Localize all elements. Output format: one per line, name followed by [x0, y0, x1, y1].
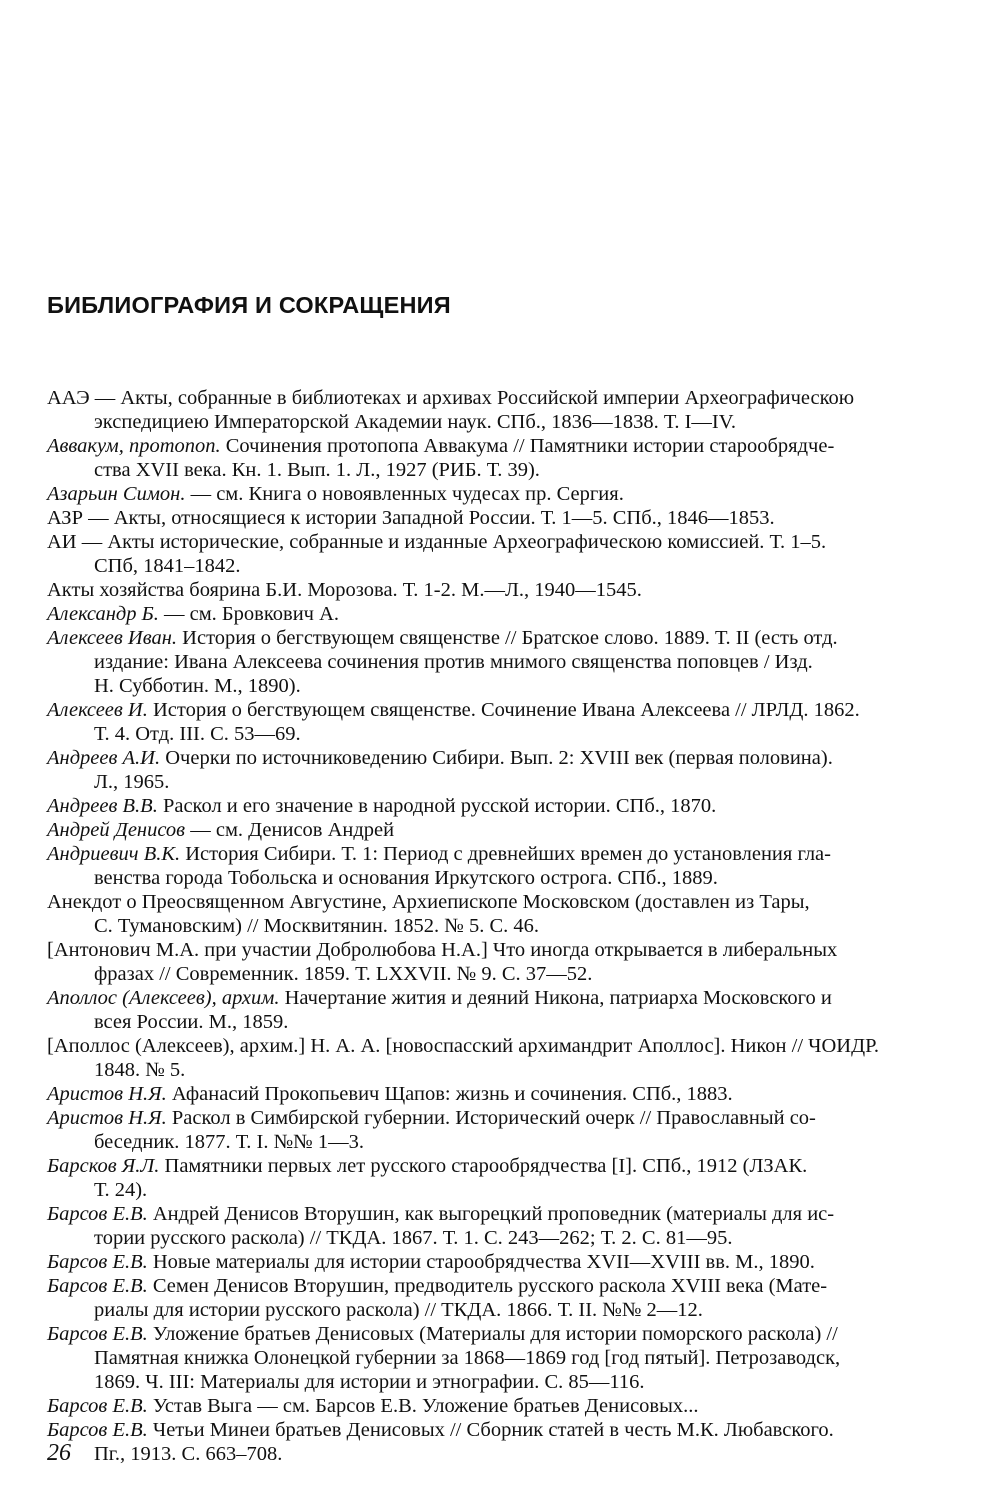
bibliography-entry: [47, 698, 959, 746]
entry-author: Барсов Е.В.: [47, 1419, 148, 1441]
bibliography-entry: [47, 890, 959, 938]
bibliography-entry: [47, 746, 959, 794]
entry-text: Памятники первых лет русского старообрядчества [I]. СПб., 1912 (ЛЗАК. Т. 24).: [94, 1155, 808, 1201]
bibliography-entry: [47, 794, 959, 818]
bibliography-entry: [47, 434, 959, 482]
bibliography-list: [47, 386, 959, 1466]
bibliography-entry: [47, 842, 959, 890]
entry-text: Андрей Денисов Вторушин, как выгорецкий проповедник (материалы для ис- тории русского раскола) // ТКДА. 1867. Т. 1. С. 243—262; Т. 2. С. 81—95.: [94, 1203, 835, 1249]
entry-author: Алексеев И.: [47, 699, 148, 721]
bibliography-entry: [47, 530, 959, 578]
entry-author: Аполлос (Алексеев), архим.: [47, 987, 280, 1009]
entry-author: Азарьин Симон.: [47, 483, 186, 505]
entry-author: Андреев В.В.: [47, 795, 158, 817]
entry-text: История о бегствующем священстве. Сочинение Ивана Алексеева // ЛРЛД. 1862. Т. 4. Отд. III. С. 53—69.: [94, 699, 860, 745]
entry-text: Семен Денисов Вторушин, предводитель русского раскола XVIII века (Мате- риалы для истории русского раскола) // ТКДА. 1866. Т. II. №№ 2—12.: [94, 1275, 828, 1321]
bibliography-entry: [47, 986, 959, 1034]
entry-text: Анекдот о Преосвященном Августине, Архиепископе Московском (доставлен из Тары, С. Тумановским) // Москвитянин. 1852. № 5. С. 46.: [47, 891, 810, 937]
entry-author: Барсов Е.В.: [47, 1323, 148, 1345]
entry-text: АИ — Акты исторические, собранные и изданные Археографическою комиссией. Т. 1–5. СПб, 1841–1842.: [47, 531, 827, 577]
entry-author: Алексеев Иван.: [47, 627, 178, 649]
entry-text: Сочинения протопопа Аввакума // Памятники истории старообрядче- ства XVII века. Кн. 1. Вып. 1. Л., 1927 (РИБ. Т. 39).: [94, 435, 835, 481]
entry-text: Начертание жития и деяний Никона, патриарха Московского и всея России. М., 1859.: [94, 987, 832, 1033]
entry-text: Устав Выга — см. Барсов Е.В. Уложение братьев Денисовых...: [147, 1395, 699, 1417]
bibliography-entry: [47, 1034, 959, 1082]
bibliography-entry: [47, 1082, 959, 1106]
entry-author: Аввакум, протопоп.: [47, 435, 221, 457]
entry-author: Аристов Н.Я.: [47, 1083, 167, 1105]
bibliography-entry: [47, 1106, 959, 1154]
page-number: 26: [47, 1440, 71, 1466]
bibliography-entry: [47, 1394, 959, 1418]
entry-text: — см. Бровкович А.: [158, 603, 340, 625]
entry-text: Раскол в Симбирской губернии. Исторический очерк // Православный со- беседник. 1877. Т. I. №№ 1—3.: [94, 1107, 816, 1153]
entry-text: [Антонович М.А. при участии Добролюбова Н.А.] Что иногда открывается в либеральных фразах // Современник. 1859. Т. LXXVII. № 9. С. 37—52.: [47, 939, 838, 985]
bibliography-entry: [47, 818, 959, 842]
entry-text: Четьи Минеи братьев Денисовых // Сборник статей в честь М.К. Любавского. Пг., 1913. С. 663–708.: [94, 1419, 834, 1465]
entry-text: [Аполлос (Алексеев), архим.] Н. А. А. [новоспасский архимандрит Аполлос]. Никон // ЧОИДР. 1848. № 5.: [47, 1035, 880, 1081]
entry-author: Барсов Е.В.: [47, 1395, 148, 1417]
entry-text: ААЭ — Акты, собранные в библиотеках и архивах Российской империи Археографическою экспедициею Императорской Академии наук. СПб., 1836—1838. Т. I—IV.: [47, 387, 855, 433]
bibliography-entry: [47, 602, 959, 626]
bibliography-entry: [47, 506, 959, 530]
bibliography-entry: [47, 1154, 959, 1202]
entry-text: Уложение братьев Денисовых (Материалы для истории поморского раскола) // Памятная книжка Олонецкой губернии за 1868—1869 год [год пятый]. Петрозаводск, 1869. Ч. III: Материалы для истории и этнографии. С. 85—116.: [94, 1323, 841, 1393]
bibliography-entry: [47, 1250, 959, 1274]
entry-author: Барсов Е.В.: [47, 1203, 148, 1225]
entry-author: Андриевич В.К.: [47, 843, 181, 865]
entry-text: Очерки по источниковедению Сибири. Вып. 2: XVIII век (первая половина). Л., 1965.: [94, 747, 833, 793]
entry-author: Андреев А.И.: [47, 747, 161, 769]
bibliography-entry: [47, 578, 959, 602]
entry-text: Новые материалы для истории старообрядчества XVII—XVIII вв. М., 1890.: [147, 1251, 815, 1273]
page-title: БИБЛИОГРАФИЯ И СОКРАЩЕНИЯ: [47, 292, 451, 318]
entry-author: Аристов Н.Я.: [47, 1107, 167, 1129]
bibliography-entry: [47, 1322, 959, 1394]
entry-text: Раскол и его значение в народной русской истории. СПб., 1870.: [157, 795, 717, 817]
entry-author: Барсков Я.Л.: [47, 1155, 160, 1177]
bibliography-entry: [47, 1418, 959, 1466]
entry-text: История о бегствующем священстве // Братское слово. 1889. Т. II (есть отд. издание: Ивана Алексеева сочинения против мнимого священства поповцев / Изд. Н. Субботин. М., 1890).: [94, 627, 838, 697]
bibliography-entry: [47, 938, 959, 986]
entry-author: Барсов Е.В.: [47, 1275, 148, 1297]
entry-text: Акты хозяйства боярина Б.И. Морозова. Т. 1-2. М.—Л., 1940—1545.: [47, 579, 642, 601]
entry-author: Александр Б.: [47, 603, 159, 625]
entry-author: Барсов Е.В.: [47, 1251, 148, 1273]
entry-text: Афанасий Прокопьевич Щапов: жизнь и сочинения. СПб., 1883.: [166, 1083, 733, 1105]
bibliography-entry: [47, 1202, 959, 1250]
entry-text: История Сибири. Т. 1: Период с древнейших времен до установления гла- венства города Тобольска и основания Иркутского острога. СПб., 1889.: [94, 843, 831, 889]
bibliography-entry: [47, 626, 959, 698]
entry-text: — см. Денисов Андрей: [185, 819, 395, 841]
entry-text: АЗР — Акты, относящиеся к истории Западной России. Т. 1—5. СПб., 1846—1853.: [47, 507, 775, 529]
entry-text: — см. Книга о новоявленных чудесах пр. Сергия.: [185, 483, 624, 505]
bibliography-entry: [47, 386, 959, 434]
entry-author: Андрей Денисов: [47, 819, 186, 841]
bibliography-entry: [47, 482, 959, 506]
bibliography-entry: [47, 1274, 959, 1322]
